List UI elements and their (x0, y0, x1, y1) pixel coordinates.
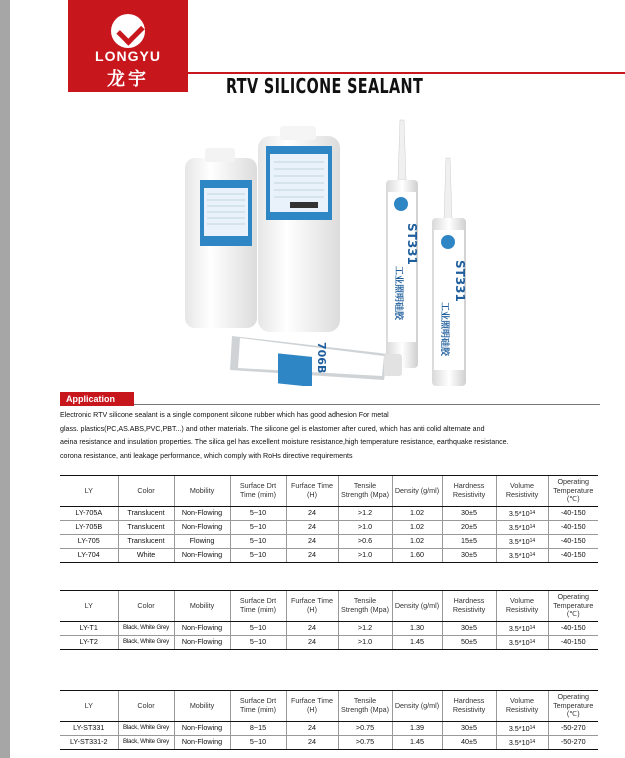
table-cell: 5~10 (230, 621, 286, 635)
table-cell: -50-270 (548, 721, 598, 735)
volume-exponent: 14 (529, 523, 536, 530)
table-cell: 30±5 (442, 621, 496, 635)
tube-label: 706B (315, 342, 328, 374)
table-cell: 5~10 (230, 548, 286, 562)
cartridge-1-label: ST331 (405, 223, 419, 265)
table-cell: 24 (286, 635, 338, 649)
table-cell: 24 (286, 735, 338, 749)
application-rule (134, 404, 600, 405)
column-header: Density (g/ml) (392, 476, 442, 507)
column-header: Color (118, 591, 174, 622)
column-header: Surface Drt Time (mim) (230, 591, 286, 622)
column-header: Furface Time (H) (286, 476, 338, 507)
sealant-cartridge-1 (386, 120, 419, 368)
brand-name-cn: 龙宇 (107, 69, 149, 89)
volume-exponent: 14 (529, 624, 536, 631)
column-header: Density (g/ml) (392, 691, 442, 722)
volume-resistivity-cell (496, 635, 548, 649)
sealant-tube (230, 336, 402, 386)
column-header: Operating Temperature (℃) (548, 591, 598, 622)
table-cell: White (118, 548, 174, 562)
volume-base: 3.5*10 (508, 723, 530, 733)
volume-base: 3.5*10 (508, 737, 530, 747)
table-cell: Non-Flowing (174, 621, 230, 635)
table-cell: Non-Flowing (174, 506, 230, 520)
table-cell: 1.02 (392, 520, 442, 534)
description-line: aeina resistance and insulation properties. The silica gel has excellent moisture resistance,high temperature resistance, earthquake resistance. (60, 438, 509, 446)
table-cell: 5~10 (230, 520, 286, 534)
table-cell: -40-150 (548, 635, 598, 649)
brand-name-en: LONGYU (95, 48, 161, 64)
volume-base: 3.5*10 (508, 550, 530, 560)
table-cell: Black, White Grey (118, 735, 174, 749)
application-section-header (60, 392, 600, 406)
table-cell: Non-Flowing (174, 721, 230, 735)
spec-table (60, 690, 598, 750)
column-header: Furface Time (H) (286, 691, 338, 722)
page-edge-rail (0, 0, 10, 758)
table-cell: LY-ST331 (60, 721, 118, 735)
spec-table (60, 590, 598, 650)
column-header: Tensile Strength (Mpa) (338, 476, 392, 507)
table-row (60, 534, 598, 548)
table-cell: Non-Flowing (174, 548, 230, 562)
column-header: Operating Temperature (℃) (548, 476, 598, 507)
column-header: Volume Resistivity (496, 691, 548, 722)
product-photo (170, 118, 490, 386)
table-cell: >0.75 (338, 721, 392, 735)
column-header: Furface Time (H) (286, 591, 338, 622)
table-cell: >1.2 (338, 506, 392, 520)
table-cell: 24 (286, 721, 338, 735)
column-header: Hardness Resistivity (442, 591, 496, 622)
table-cell: >1.0 (338, 548, 392, 562)
volume-base: 3.5*10 (508, 623, 530, 633)
table-cell: 1.60 (392, 548, 442, 562)
table-cell: 24 (286, 534, 338, 548)
column-header: LY (60, 691, 118, 722)
volume-base: 3.5*10 (508, 536, 530, 546)
column-header: Surface Drt Time (mim) (230, 476, 286, 507)
table-cell: Non-Flowing (174, 635, 230, 649)
table-cell: 8~15 (230, 721, 286, 735)
table-cell: -50-270 (548, 735, 598, 749)
column-header: Density (g/ml) (392, 591, 442, 622)
column-header: Mobility (174, 476, 230, 507)
column-header: Surface Drt Time (mim) (230, 691, 286, 722)
table-cell: -40-150 (548, 506, 598, 520)
table-cell: 30±5 (442, 548, 496, 562)
column-header: Tensile Strength (Mpa) (338, 591, 392, 622)
table-cell: 30±5 (442, 721, 496, 735)
table-header-row (60, 591, 598, 622)
volume-exponent: 14 (529, 638, 536, 645)
column-header: LY (60, 476, 118, 507)
table-cell: Black, White Grey (118, 621, 174, 635)
page-title: RTV SILICONE SEALANT (226, 74, 424, 98)
volume-resistivity-cell (496, 520, 548, 534)
volume-base: 3.5*10 (508, 637, 530, 647)
table-cell: >1.0 (338, 635, 392, 649)
cartridge-2-label: ST331 (453, 260, 467, 302)
sealant-bottle-left (185, 148, 257, 328)
volume-base: 3.5*10 (508, 522, 530, 532)
table-cell: >1.0 (338, 520, 392, 534)
table-cell: 5~10 (230, 635, 286, 649)
table-cell: 15±5 (442, 534, 496, 548)
column-header: LY (60, 591, 118, 622)
table-row (60, 735, 598, 749)
table-cell: 5~10 (230, 735, 286, 749)
table-cell: Black, White Grey (118, 721, 174, 735)
volume-exponent: 14 (529, 509, 536, 516)
description-line: corona resistance, anti leakage performance, which comply with RoHs directive requirements (60, 451, 353, 460)
longyu-logo-icon (111, 14, 145, 48)
table-cell: Translucent (118, 506, 174, 520)
volume-resistivity-cell (496, 506, 548, 520)
table-row (60, 506, 598, 520)
table-cell: -40-150 (548, 520, 598, 534)
cartridge-1-cn: 工业照明硅胶 (393, 266, 403, 321)
table-cell: >0.6 (338, 534, 392, 548)
table-cell: 20±5 (442, 520, 496, 534)
table-cell: Non-Flowing (174, 735, 230, 749)
table-cell: 24 (286, 520, 338, 534)
column-header: Color (118, 476, 174, 507)
column-header: Operating Temperature (℃) (548, 691, 598, 722)
table-cell: LY-705 (60, 534, 118, 548)
table-cell: 50±5 (442, 635, 496, 649)
table-cell: 24 (286, 506, 338, 520)
table-header-row (60, 476, 598, 507)
column-header: Hardness Resistivity (442, 691, 496, 722)
description-line: glass. plastics(PC,AS.ABS,PVC,PBT...) and other materials. The silicone gel is elastomer after cured, which has anti colid alternate and (60, 424, 485, 433)
table-row (60, 635, 598, 649)
sealant-cartridge-2 (432, 158, 467, 386)
column-header: Tensile Strength (Mpa) (338, 691, 392, 722)
column-header: Mobility (174, 691, 230, 722)
table-cell: 1.02 (392, 534, 442, 548)
table-row (60, 548, 598, 562)
table-cell: LY-705A (60, 506, 118, 520)
column-header: Hardness Resistivity (442, 476, 496, 507)
description-line: Electronic RTV silicone sealant is a single component silcone rubber which has good adhesion For metal (60, 411, 389, 419)
volume-exponent: 14 (529, 537, 536, 544)
table-cell: Non-Flowing (174, 520, 230, 534)
table-cell: LY-705B (60, 520, 118, 534)
sealant-bottle-right (258, 126, 340, 332)
table-cell: LY-T2 (60, 635, 118, 649)
application-description (60, 409, 600, 463)
table-row (60, 520, 598, 534)
table-row (60, 621, 598, 635)
volume-exponent: 14 (529, 738, 536, 745)
brand-logo (68, 0, 188, 92)
table-cell: LY-ST331-2 (60, 735, 118, 749)
volume-resistivity-cell (496, 534, 548, 548)
volume-resistivity-cell (496, 621, 548, 635)
table-cell: -40-150 (548, 534, 598, 548)
table-cell: 1.30 (392, 621, 442, 635)
volume-exponent: 14 (529, 724, 536, 731)
table-cell: 1.02 (392, 506, 442, 520)
table-cell: 1.45 (392, 735, 442, 749)
table-header-row (60, 691, 598, 722)
table-cell: Translucent (118, 520, 174, 534)
column-header: Mobility (174, 591, 230, 622)
cartridge-2-cn: 工业照明硅胶 (439, 302, 449, 357)
table-cell: 40±5 (442, 735, 496, 749)
table-row (60, 721, 598, 735)
table-cell: >0.75 (338, 735, 392, 749)
volume-resistivity-cell (496, 548, 548, 562)
volume-resistivity-cell (496, 721, 548, 735)
spec-table (60, 475, 598, 563)
application-heading: Application (60, 392, 134, 406)
table-cell: -40-150 (548, 621, 598, 635)
table-cell: LY-704 (60, 548, 118, 562)
volume-resistivity-cell (496, 735, 548, 749)
table-cell: Black, White Grey (118, 635, 174, 649)
column-header: Volume Resistivity (496, 591, 548, 622)
table-cell: Translucent (118, 534, 174, 548)
table-cell: 24 (286, 621, 338, 635)
table-cell: 1.45 (392, 635, 442, 649)
table-cell: 1.39 (392, 721, 442, 735)
column-header: Volume Resistivity (496, 476, 548, 507)
table-cell: 30±5 (442, 506, 496, 520)
table-cell: 5~10 (230, 506, 286, 520)
table-cell: -40-150 (548, 548, 598, 562)
table-cell: >1.2 (338, 621, 392, 635)
volume-base: 3.5*10 (508, 508, 530, 518)
table-cell: LY-T1 (60, 621, 118, 635)
column-header: Color (118, 691, 174, 722)
table-cell: 5~10 (230, 534, 286, 548)
volume-exponent: 14 (529, 551, 536, 558)
table-cell: Flowing (174, 534, 230, 548)
table-cell: 24 (286, 548, 338, 562)
